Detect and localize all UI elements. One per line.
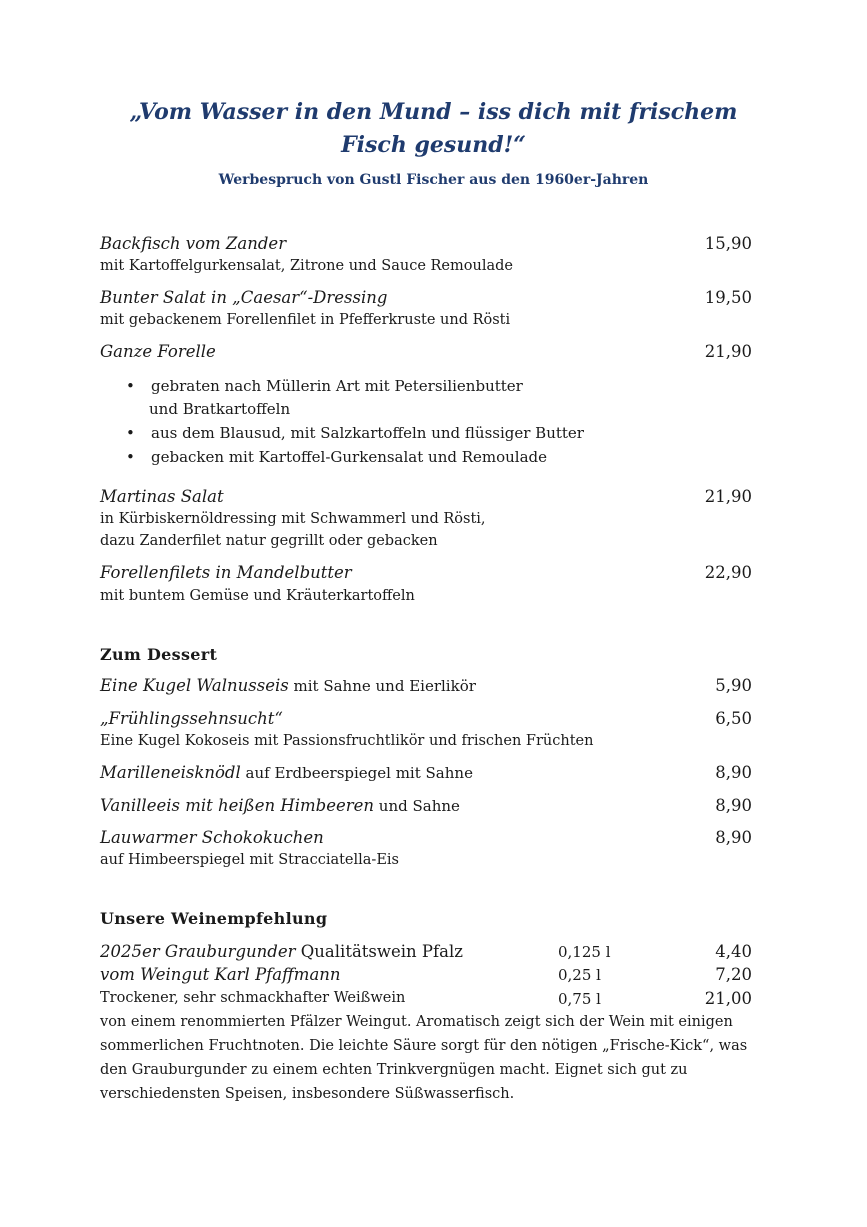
wine-price: 7,20: [715, 965, 752, 984]
dish-description: in Kürbiskernöldressing mit Schwammerl und Rösti,: [100, 511, 486, 527]
dessert-price: 8,90: [715, 763, 752, 782]
dessert-name: Vanilleeis mit heißen Himbeeren: [100, 796, 375, 815]
slogan-quote: „Vom Wasser in den Mund – iss dich mit frischem Fisch gesund!“: [129, 99, 738, 158]
dish-name: Ganze Forelle: [100, 342, 216, 361]
wine-winery: vom Weingut Karl Pfaffmann: [100, 965, 341, 984]
wine-description: von einem renommierten Pfälzer Weingut. Aromatisch zeigt sich der Wein mit einigen sommerlichen Fruchtnoten. Die leichte Säure sorgt für den nötigen „Frische-Kick“, was den Grauburgunder zu einem echten Trinkvergnügen macht. Eignet sich gut zu verschiedensten Speisen, insbesondere Süßwasserfisch.: [100, 1014, 748, 1102]
dessert-price: 8,90: [715, 796, 752, 815]
dish-name: Bunter Salat in „Caesar“-Dressing: [100, 288, 388, 307]
dish-price: 22,90: [704, 563, 752, 582]
wine-price: 4,40: [715, 942, 752, 961]
dessert-price: 5,90: [715, 676, 752, 695]
dish-price: 15,90: [704, 234, 752, 253]
option-item: gebacken mit Kartoffel-Gurkensalat und Remoulade: [151, 448, 548, 466]
wine-short-description: Trockener, sehr schmackhafter Weißwein: [100, 990, 406, 1006]
bullet-icon: •: [126, 377, 135, 395]
dessert-line: [100, 796, 460, 815]
wine-volume: 0,25 l: [558, 966, 601, 984]
wine-quality: Qualitätswein Pfalz: [295, 942, 463, 961]
dish-description: mit Kartoffelgurkensalat, Zitrone und Sauce Remoulade: [100, 258, 513, 274]
dessert-name: Lauwarmer Schokokuchen: [100, 828, 324, 847]
dessert-line: [100, 763, 473, 782]
section-heading-wine: Unsere Weinempfehlung: [100, 909, 328, 928]
wine-name: 2025er Grauburgunder: [100, 942, 296, 961]
wine-title-line: [100, 942, 463, 961]
dish-name: Backfisch vom Zander: [100, 234, 287, 253]
dish-name: Forellenfilets in Mandelbutter: [100, 563, 352, 582]
dish-description: mit buntem Gemüse und Kräuterkartoffeln: [100, 588, 415, 604]
dessert-line: [100, 676, 476, 695]
dish-price: 21,90: [704, 342, 752, 361]
dessert-price: 6,50: [715, 709, 752, 728]
dessert-suffix: auf Erdbeerspiegel mit Sahne: [240, 764, 473, 782]
dish-price: 21,90: [704, 487, 752, 506]
bullet-icon: •: [126, 448, 135, 466]
dessert-name: Marilleneisknödl: [100, 763, 241, 782]
option-item-continued: und Bratkartoffeln: [149, 400, 291, 418]
wine-volume: 0,75 l: [558, 990, 601, 1008]
dessert-name: „Frühlingssehnsucht“: [100, 709, 283, 728]
dish-price: 19,50: [704, 288, 752, 307]
section-heading-dessert: Zum Dessert: [100, 645, 218, 664]
bullet-icon: •: [126, 424, 135, 442]
wine-price: 21,00: [704, 989, 752, 1008]
option-item: gebraten nach Müllerin Art mit Petersilienbutter: [151, 377, 523, 395]
option-item: aus dem Blausud, mit Salzkartoffeln und flüssiger Butter: [151, 424, 584, 442]
slogan-attribution: Werbespruch von Gustl Fischer aus den 1960er-Jahren: [218, 172, 649, 188]
dessert-suffix: mit Sahne und Eierlikör: [288, 677, 476, 695]
dish-name: Martinas Salat: [100, 487, 224, 506]
dessert-description: Eine Kugel Kokoseis mit Passionsfruchtlikör und frischen Früchten: [100, 733, 594, 749]
dish-description: mit gebackenem Forellenfilet in Pfefferkruste und Rösti: [100, 312, 511, 328]
wine-volume: 0,125 l: [558, 943, 611, 961]
dessert-suffix: und Sahne: [374, 797, 460, 815]
dessert-description: auf Himbeerspiegel mit Stracciatella-Eis: [100, 852, 399, 868]
dish-description: dazu Zanderfilet natur gegrillt oder gebacken: [100, 533, 438, 549]
dessert-name: Eine Kugel Walnusseis: [100, 676, 289, 695]
dessert-price: 8,90: [715, 828, 752, 847]
